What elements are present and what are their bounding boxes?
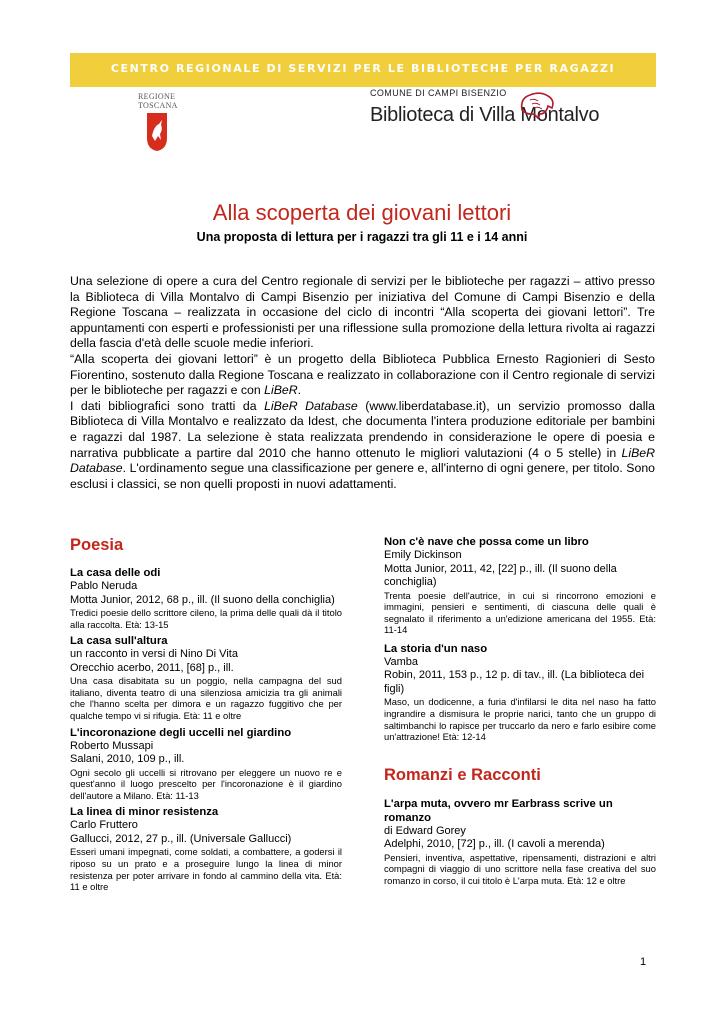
book-description: Ogni secolo gli uccelli si ritrovano per eleggere un nuovo re e quest'anno il luogo prescelto per l'incoronazione è il giardino dell'autore a Milano. Età: 11-13 <box>70 766 342 801</box>
page-number: 1 <box>640 956 647 968</box>
book-title: La storia d'un naso <box>384 642 488 655</box>
book-entry <box>384 642 656 743</box>
book-title: La casa sull'altura <box>70 635 168 648</box>
header-banner <box>70 53 656 87</box>
book-author: Vamba <box>384 655 419 668</box>
book-author: Roberto Mussapi <box>70 739 154 752</box>
book-description: Pensieri, inventiva, aspettative, ripensamenti, distrazioni e altri compagni di viaggio di uno scrittore nella fase creativa del suo romanzo in corso, il cui titolo è L'arpa muta. Età: 12 e oltre <box>384 851 656 886</box>
book-title: Non c'è nave che possa come un libro <box>384 536 589 548</box>
page-subtitle: Una proposta di lettura per i ragazzi tra gli 11 e i 14 anni <box>196 230 528 244</box>
regione-toscana-logo <box>138 92 218 164</box>
pegasus-crest-icon <box>146 112 168 152</box>
intro-text <box>70 274 655 492</box>
book-author: Pablo Neruda <box>70 580 138 592</box>
book-author: Carlo Fruttero <box>70 819 138 832</box>
banner-text: CENTRO REGIONALE DI SERVIZI PER LE BIBLIOTECHE PER RAGAZZI <box>110 62 616 75</box>
book-publication: Orecchio acerbo, 2011, [68] p., ill. <box>70 661 234 674</box>
book-entry <box>384 797 656 887</box>
lion-emblem-icon <box>518 90 556 120</box>
book-description: Tredici poesie dello scrittore cileno, la prima delle quali dà il titolo alla raccolta. Età: 13-15 <box>70 607 342 630</box>
book-author: di Edward Gorey <box>384 824 466 837</box>
book-title: La linea di minor resistenza <box>70 806 219 819</box>
book-description: Trenta poesie dell'autrice, in cui si rincorrono emozioni e immagini, pensieri e sentimenti, di ciascuna delle quali è segnalato il riferimento a un'edizione americana del 1955. Età: 11-14 <box>384 589 656 636</box>
regione-label: REGIONE <box>138 92 176 101</box>
book-entry <box>70 566 342 630</box>
intro-paragraph: Una selezione di opere a cura del Centro regionale di servizi per le biblioteche per ragazzi – attivo presso la Biblioteca di Villa Montalvo di Campi Bisenzio per iniziativa del Comune di Campi Bisenzio e della Regione Toscana – realizzata in occasione del ciclo di incontri “Alla scoperta dei giovani lettori”. Tre appuntamenti con esperti e professionisti per una riflessione sulla promozione della lettura rivolta ai ragazzi della fascia d'età delle scuole medie inferiori. <box>70 274 655 351</box>
book-description: Una casa disabitata su un poggio, nella campagna del sud italiano, diventa teatro di una silenziosa amicizia tra gli animali che l'hanno scelta per dimora e un ragazzo fuggitivo che per qualche tempo vi si rifugia. Età: 11 e oltre <box>70 675 342 721</box>
book-publication: Robin, 2011, 153 p., 12 p. di tav., ill. (La biblioteca dei figli) <box>384 669 645 695</box>
book-publication: Adelphi, 2010, [72] p., ill. (I cavoli a merenda) <box>384 838 605 851</box>
left-column <box>70 535 342 893</box>
comune-label: COMUNE DI CAMPI BISENZIO <box>370 88 507 98</box>
biblioteca-label: Biblioteca di Villa Montalvo <box>370 104 600 126</box>
book-publication: Salani, 2010, 109 p., ill. <box>70 753 185 766</box>
book-entry <box>384 535 656 636</box>
page-title: Alla scoperta dei giovani lettori <box>212 200 512 225</box>
toscana-label: TOSCANA <box>138 101 178 110</box>
book-publication: Motta Junior, 2011, 42, [22] p., ill. (Il suono della conchiglia) <box>384 562 617 588</box>
intro-paragraph: “Alla scoperta dei giovani lettori” è un progetto della Biblioteca Pubblica Ernesto Ragionieri di Sesto Fiorentino, sostenuto dalla Regione Toscana e realizzato in collaborazione con il Centro regionale di servizi per le biblioteche per ragazzi e con LiBeR. <box>70 351 655 398</box>
book-entry <box>70 805 342 892</box>
book-description: Esseri umani impegnati, come soldati, a combattere, a godersi il riposo su un prato e a proseguire lungo la linea di minor resistenza per poter arrivare in fondo al cammino della vita. Età: 11 e oltre <box>70 846 342 893</box>
book-title: L'incoronazione degli uccelli nel giardino <box>70 726 292 739</box>
book-author: Emily Dickinson <box>384 549 462 561</box>
book-entry <box>70 726 342 802</box>
book-publication: Gallucci, 2012, 27 p., ill. (Universale Gallucci) <box>70 832 292 845</box>
book-author: un racconto in versi di Nino Di Vita <box>70 648 238 661</box>
book-title: L'arpa muta, ovvero mr Earbrass scrive un romanzo <box>384 797 613 824</box>
book-publication: Motta Junior, 2012, 68 p., ill. (Il suono della conchiglia) <box>70 593 335 606</box>
section-title-poesia: Poesia <box>70 536 124 554</box>
section-title-romanzi: Romanzi e Racconti <box>384 765 541 784</box>
intro-paragraph: I dati bibliografici sono tratti da LiBeR Database (www.liberdatabase.it), un servizio promosso dalla Biblioteca di Villa Montalvo e realizzato da Idest, che documenta l'intera produzione editoriale per bambini e ragazzi dal 1987. La selezione è stata realizzata prendendo in considerazione le opere di poesia e narrativa pubblicate a partire dal 2010 che hanno ottenuto le migliori valutazioni (4 o 5 stelle) in LiBeR Database. L'ordinamento segue una classificazione per genere e, all'interno di ogni genere, per titolo. Sono esclusi i classici, se non quelli proposti in nuovi adattamenti. <box>70 398 655 491</box>
book-entry <box>70 634 342 721</box>
book-description: Maso, un dodicenne, a furia d'infilarsi le dita nel naso ha fatto ingrandire a dismisura le proprie narici, tanto che un gruppo di saltimbanchi lo rapisce per truccarlo da nero e farlo esibire come un'attrazione! Età: 12-14 <box>384 696 656 743</box>
book-title: La casa delle odi <box>70 567 161 579</box>
right-column <box>384 535 656 887</box>
